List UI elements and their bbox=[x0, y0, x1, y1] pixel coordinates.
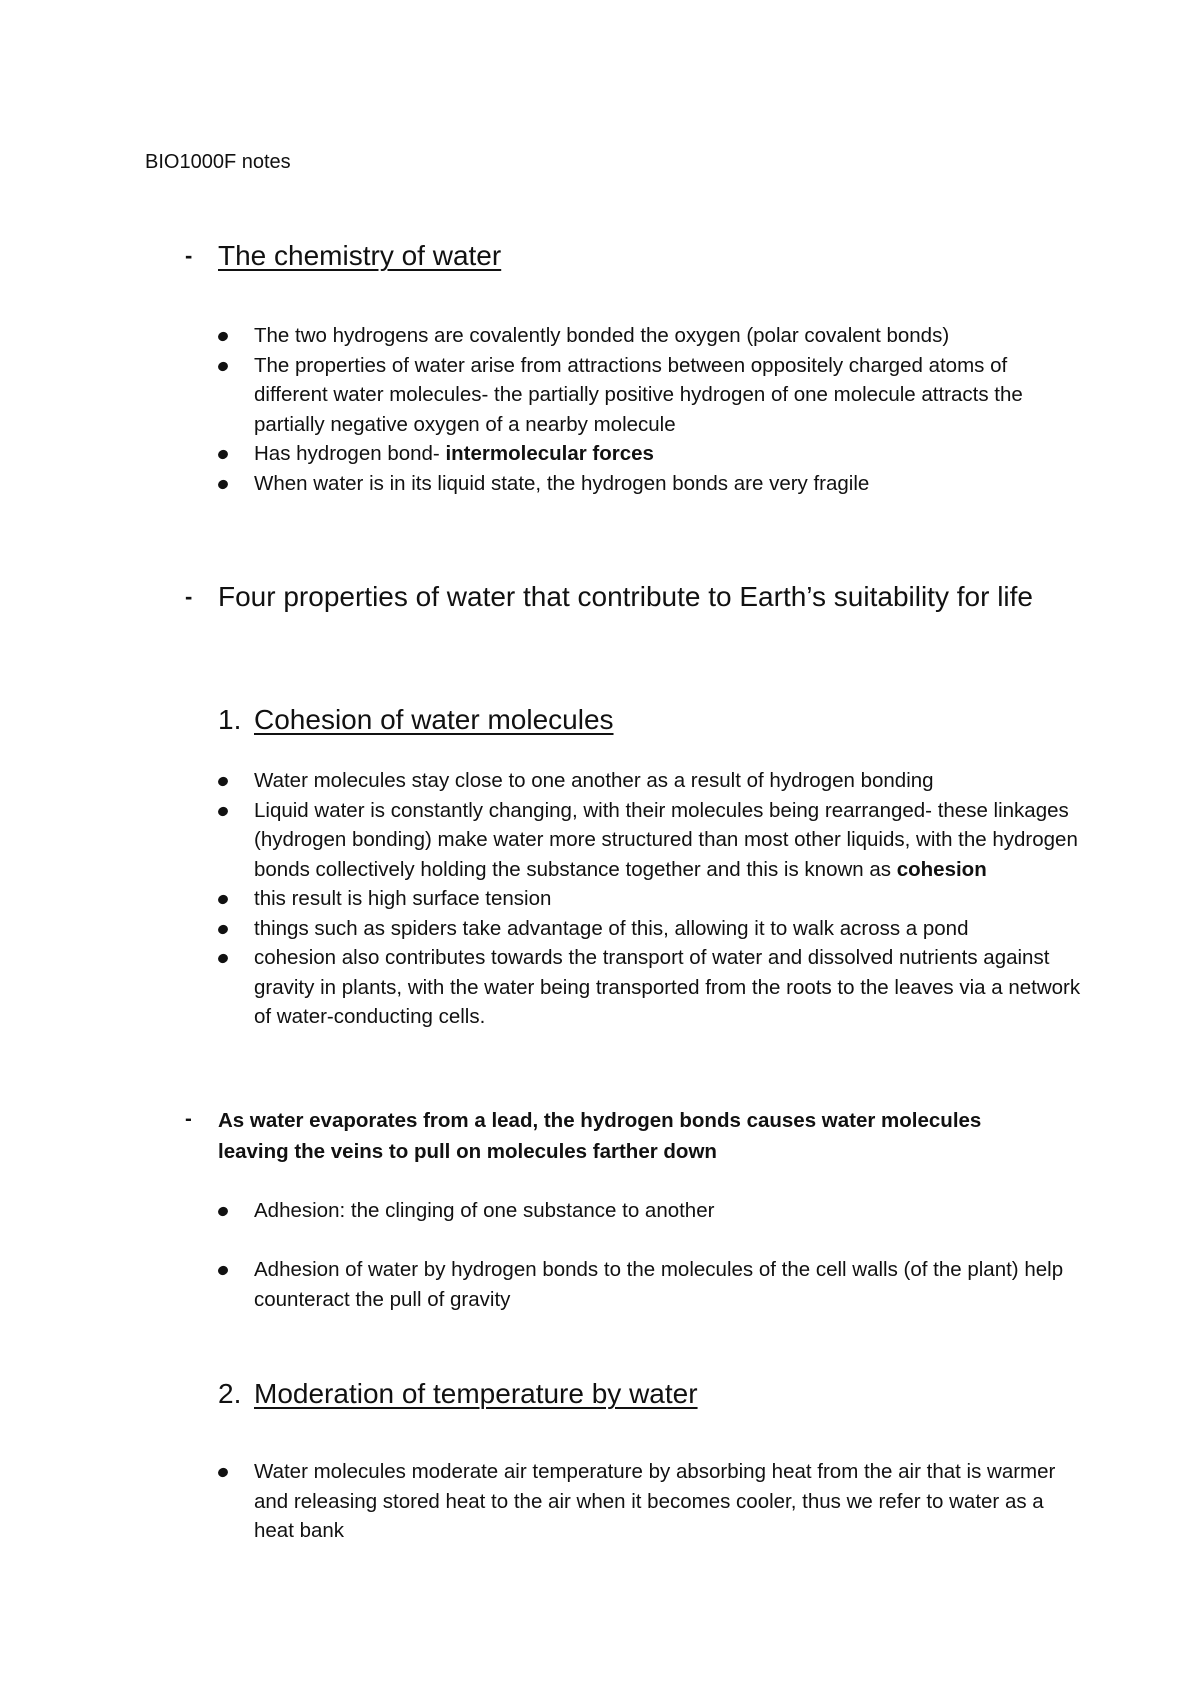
list-item: Liquid water is constantly changing, with their molecules being rearranged- these linkages (hydrogen bonding) make water more structured than most other liquids, with the hydrogen bonds collectively holding the substance together and this is known as cohesion bbox=[218, 796, 1084, 885]
list-item: Water molecules moderate air temperature by absorbing heat from the air that is warmer and releasing stored heat to the air when it becomes cooler, thus we refer to water as a heat bank bbox=[218, 1457, 1084, 1546]
note-text: As water evaporates from a lead, the hydrogen bonds causes water molecules leaving the veins to pull on molecules farther down bbox=[218, 1109, 982, 1163]
chemistry-bullet-list bbox=[218, 321, 1084, 498]
bullet-icon bbox=[217, 776, 229, 788]
bullet-icon bbox=[217, 805, 229, 817]
heading-text: Cohesion of water molecules bbox=[254, 704, 614, 735]
list-item: When water is in its liquid state, the hydrogen bonds are very fragile bbox=[218, 469, 1084, 499]
bullet-icon bbox=[217, 894, 229, 906]
heading-text: Four properties of water that contribute to Earth’s suitability for life bbox=[218, 581, 1033, 612]
heading-text: Moderation of temperature by water bbox=[254, 1378, 698, 1409]
bullet-icon bbox=[217, 1467, 229, 1479]
adhesion-bullet-list bbox=[218, 1196, 1084, 1226]
list-item: things such as spiders take advantage of this, allowing it to walk across a pond bbox=[218, 914, 1084, 944]
list-item: Adhesion: the clinging of one substance to another bbox=[218, 1196, 1084, 1226]
adhesion-bullet-list bbox=[218, 1255, 1084, 1314]
temperature-bullet-list bbox=[218, 1457, 1084, 1546]
list-item: The properties of water arise from attractions between oppositely charged atoms of different water molecules- the partially positive hydrogen of one molecule attracts the partially negative oxygen of a nearby molecule bbox=[218, 351, 1084, 440]
subheading-cohesion bbox=[218, 701, 614, 739]
cohesion-bullet-list bbox=[218, 766, 1084, 1032]
bold-term: intermolecular forces bbox=[445, 442, 654, 465]
list-dash: - bbox=[185, 243, 193, 268]
bullet-icon bbox=[217, 1265, 229, 1277]
list-dash: - bbox=[185, 584, 193, 609]
bullet-icon bbox=[217, 331, 229, 343]
subheading-temperature bbox=[218, 1375, 698, 1413]
heading-number: 2. bbox=[218, 1378, 242, 1409]
list-item: Water molecules stay close to one another as a result of hydrogen bonding bbox=[218, 766, 1084, 796]
bullet-icon bbox=[217, 953, 229, 965]
heading-text: The chemistry of water bbox=[218, 240, 502, 271]
list-item: Adhesion of water by hydrogen bonds to the molecules of the cell walls (of the plant) help counteract the pull of gravity bbox=[218, 1255, 1084, 1314]
heading-number: 1. bbox=[218, 704, 242, 735]
list-dash: - bbox=[185, 1107, 192, 1130]
list-item: The two hydrogens are covalently bonded the oxygen (polar covalent bonds) bbox=[218, 321, 1084, 351]
bullet-icon bbox=[217, 923, 229, 935]
list-item: this result is high surface tension bbox=[218, 884, 1084, 914]
document-title: BIO1000F notes bbox=[145, 151, 291, 173]
bold-term: cohesion bbox=[896, 857, 987, 881]
bullet-icon bbox=[217, 360, 229, 372]
bullet-icon bbox=[217, 449, 229, 461]
list-item: cohesion also contributes towards the transport of water and dissolved nutrients against gravity in plants, with the water being transported from the roots to the leaves via a network of water-conducting cells. bbox=[218, 943, 1084, 1032]
bullet-icon bbox=[217, 1206, 229, 1218]
bullet-icon bbox=[217, 478, 229, 490]
list-item: Has hydrogen bond- intermolecular forces bbox=[218, 439, 1084, 469]
